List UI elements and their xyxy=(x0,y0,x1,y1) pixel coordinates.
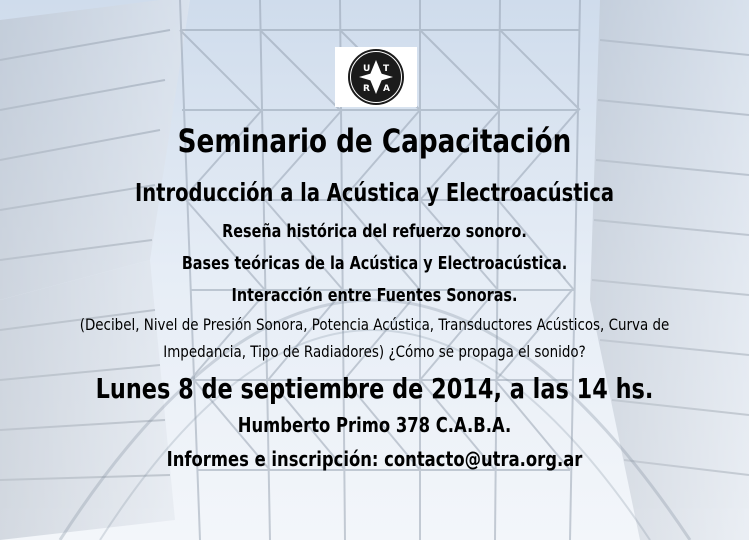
logo-letter-r: R xyxy=(363,84,370,94)
logo-letter-u: U xyxy=(363,64,371,74)
page-title: Seminario de Capacitación xyxy=(177,122,572,160)
logo-letter-t: T xyxy=(383,64,390,74)
event-address: Humberto Primo 378 C.A.B.A. xyxy=(237,413,512,437)
event-contact: Informes e inscripción: contacto@utra.org.ar xyxy=(166,447,583,471)
topic-item: Interacción entre Fuentes Sonoras. xyxy=(231,285,518,306)
utra-logo-icon xyxy=(335,47,417,107)
event-date: Lunes 8 de septiembre de 2014, a las 14 hs. xyxy=(95,372,654,405)
page-subtitle: Introducción a la Acústica y Electroacústica xyxy=(135,178,614,207)
topic-details-line: Impedancia, Tipo de Radiadores) ¿Cómo se propaga el sonido? xyxy=(163,342,586,361)
topic-item: Bases teóricas de la Acústica y Electroacústica. xyxy=(181,253,568,274)
topic-details-line: (Decibel, Nivel de Presión Sonora, Potencia Acústica, Transductores Acústicos, Curva de xyxy=(79,315,670,334)
topic-item: Reseña histórica del refuerzo sonoro. xyxy=(222,221,527,242)
logo-letter-a: A xyxy=(383,84,390,94)
